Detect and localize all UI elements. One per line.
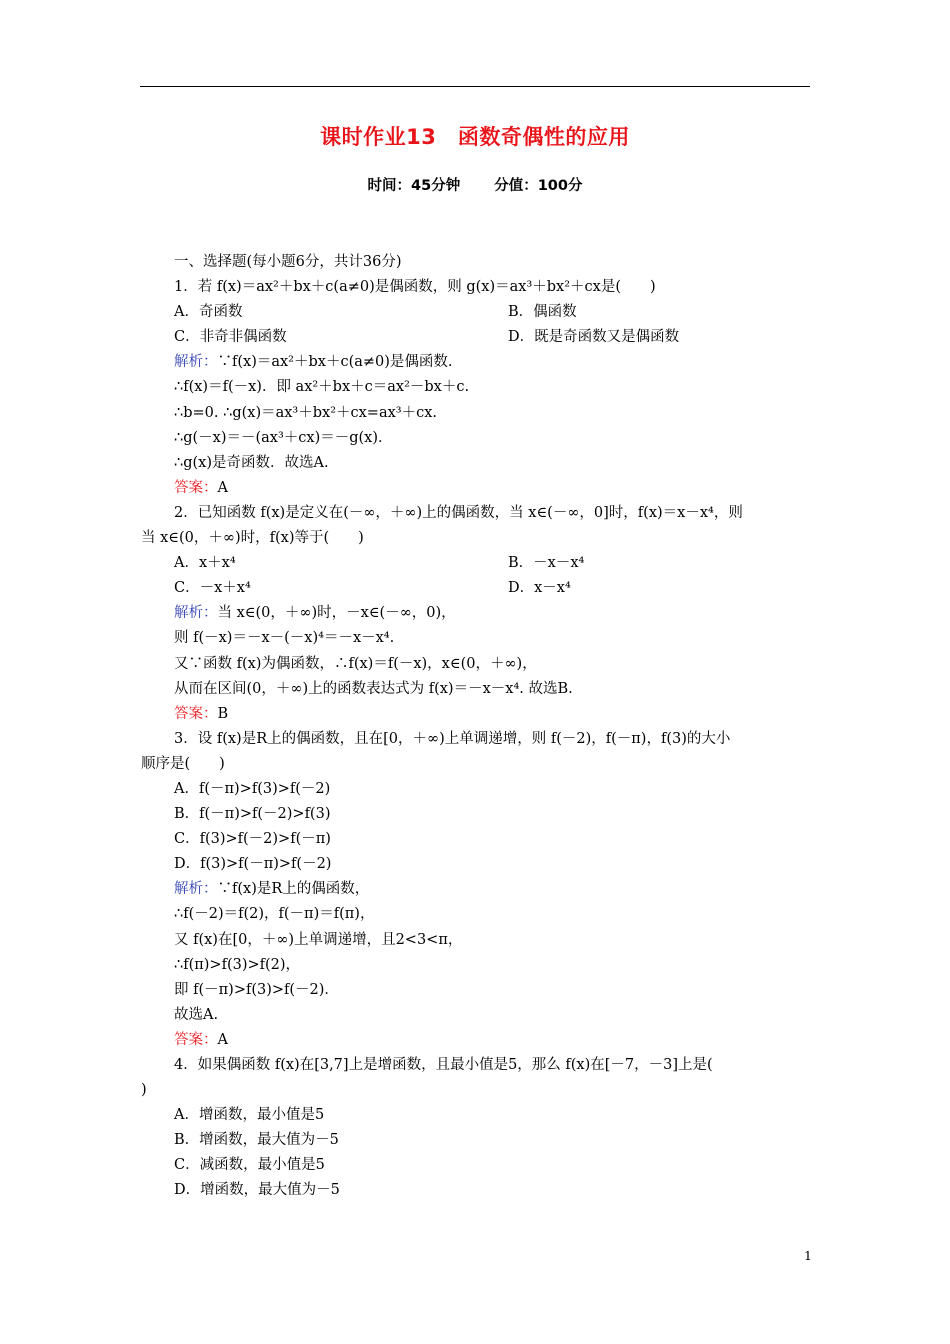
q1-analysis-line: ∴f(x)＝f(－x)．即 ax²＋bx＋c＝ax²－bx＋c. (174, 379, 470, 396)
q2-analysis-line: 则 f(－x)＝－x－(－x)⁴＝－x－x⁴. (174, 630, 395, 647)
q2-stem: 2．已知函数 f(x)是定义在(－∞，＋∞)上的偶函数，当 x∈(－∞，0]时，f(x)＝x－x⁴，则 (174, 504, 743, 521)
page-title: 课时作业13 函数奇偶性的应用 (320, 125, 630, 149)
q2-analysis-line: 又∵函数 f(x)为偶函数，∴f(x)＝f(－x)，x∈(0，＋∞)， (174, 655, 537, 672)
answer-label: 答案： (174, 705, 218, 722)
q3-analysis-line: 又 f(x)在[0，＋∞)上单调递增，且2<3<π， (174, 931, 463, 948)
q2-option-b: B．－x－x⁴ (508, 555, 585, 572)
q3-analysis-line: 故选A. (174, 1006, 219, 1023)
q3-option-b: B．f(－π)>f(－2)>f(3) (174, 806, 331, 823)
header-rule (140, 86, 810, 87)
analysis-label: 解析： (174, 354, 218, 371)
q2-options-row-1 (141, 551, 811, 576)
q1-answer: 答案：A (174, 479, 228, 496)
answer-label: 答案： (174, 1031, 218, 1048)
score-label: 分值：100分 (494, 178, 583, 194)
q4-option-c: C．减函数，最小值是5 (174, 1157, 325, 1174)
section-heading: 一、选择题(每小题6分，共计36分) (174, 254, 402, 270)
q1-analysis-line: ∴g(x)是奇函数．故选A. (174, 454, 329, 471)
q1-analysis-line: ∴g(－x)＝－(ax³＋cx)＝－g(x)． (174, 429, 393, 446)
q2-analysis-line: 从而在区间(0，＋∞)上的函数表达式为 f(x)＝－x－x⁴. 故选B. (174, 680, 573, 697)
q2-option-c: C．－x＋x⁴ (174, 580, 251, 597)
q1-option-c: C．非奇非偶函数 (174, 329, 287, 346)
q1-analysis-line: ∴b=0. ∴g(x)＝ax³＋bx²＋cx=ax³＋cx. (174, 404, 437, 421)
q3-stem: 3．设 f(x)是R上的偶函数，且在[0，＋∞)上单调递增，则 f(－2)，f(－π)，f(3)的大小 (174, 730, 731, 747)
q1-options-row-1 (141, 300, 811, 325)
q4-option-a: A．增函数，最小值是5 (174, 1107, 325, 1124)
q2-analysis-line: 解析：当 x∈(0，＋∞)时，－x∈(－∞，0)， (174, 605, 456, 622)
analysis-label: 解析： (174, 881, 218, 898)
exam-info (0, 174, 950, 195)
q3-option-d: D．f(3)>f(－π)>f(－2) (174, 856, 332, 873)
q3-stem-continued: 顺序是( ) (141, 755, 225, 772)
q4-option-d: D．增函数，最大值为－5 (174, 1182, 340, 1199)
q1-stem: 1．若 f(x)＝ax²＋bx＋c(a≠0)是偶函数，则 g(x)＝ax³＋bx²＋cx是( ) (174, 279, 656, 296)
q3-answer: 答案：A (174, 1031, 228, 1048)
q3-analysis-line: 解析：∵f(x)是R上的偶函数， (174, 881, 370, 898)
q2-options-row-2 (141, 576, 811, 601)
analysis-label: 解析： (174, 605, 218, 622)
q1-analysis-line: 解析：∵f(x)＝ax²＋bx＋c(a≠0)是偶函数. (174, 354, 453, 371)
q1-option-b: B．偶函数 (508, 304, 577, 321)
answer-label: 答案： (174, 479, 218, 496)
q1-option-a: A．奇函数 (174, 304, 243, 321)
q1-options-row-2 (141, 325, 811, 350)
time-label: 时间：45分钟 (367, 178, 461, 194)
q4-stem: 4．如果偶函数 f(x)在[3,7]上是增函数，且最小值是5，那么 f(x)在[－7，－3]上是( (174, 1057, 713, 1073)
document-body (141, 250, 811, 1204)
q2-option-d: D．x－x⁴ (508, 580, 571, 597)
q1-option-d: D．既是奇函数又是偶函数 (508, 329, 680, 346)
q3-analysis-line: ∴f(π)>f(3)>f(2)， (174, 956, 301, 973)
q4-stem-continued: ) (141, 1082, 147, 1099)
q2-stem-continued: 当 x∈(0，＋∞)时，f(x)等于( ) (141, 530, 364, 547)
q3-option-c: C．f(3)>f(－2)>f(－π) (174, 831, 331, 848)
q3-option-a: A．f(－π)>f(3)>f(－2) (174, 780, 331, 797)
q2-answer: 答案：B (174, 705, 229, 722)
q2-option-a: A．x＋x⁴ (174, 555, 236, 572)
page-number: 1 (804, 1248, 812, 1263)
q3-analysis-line: ∴f(－2)＝f(2)，f(－π)＝f(π)， (174, 906, 375, 923)
q3-analysis-line: 即 f(－π)>f(3)>f(－2)． (174, 981, 339, 998)
q4-option-b: B．增函数，最大值为－5 (174, 1132, 339, 1149)
